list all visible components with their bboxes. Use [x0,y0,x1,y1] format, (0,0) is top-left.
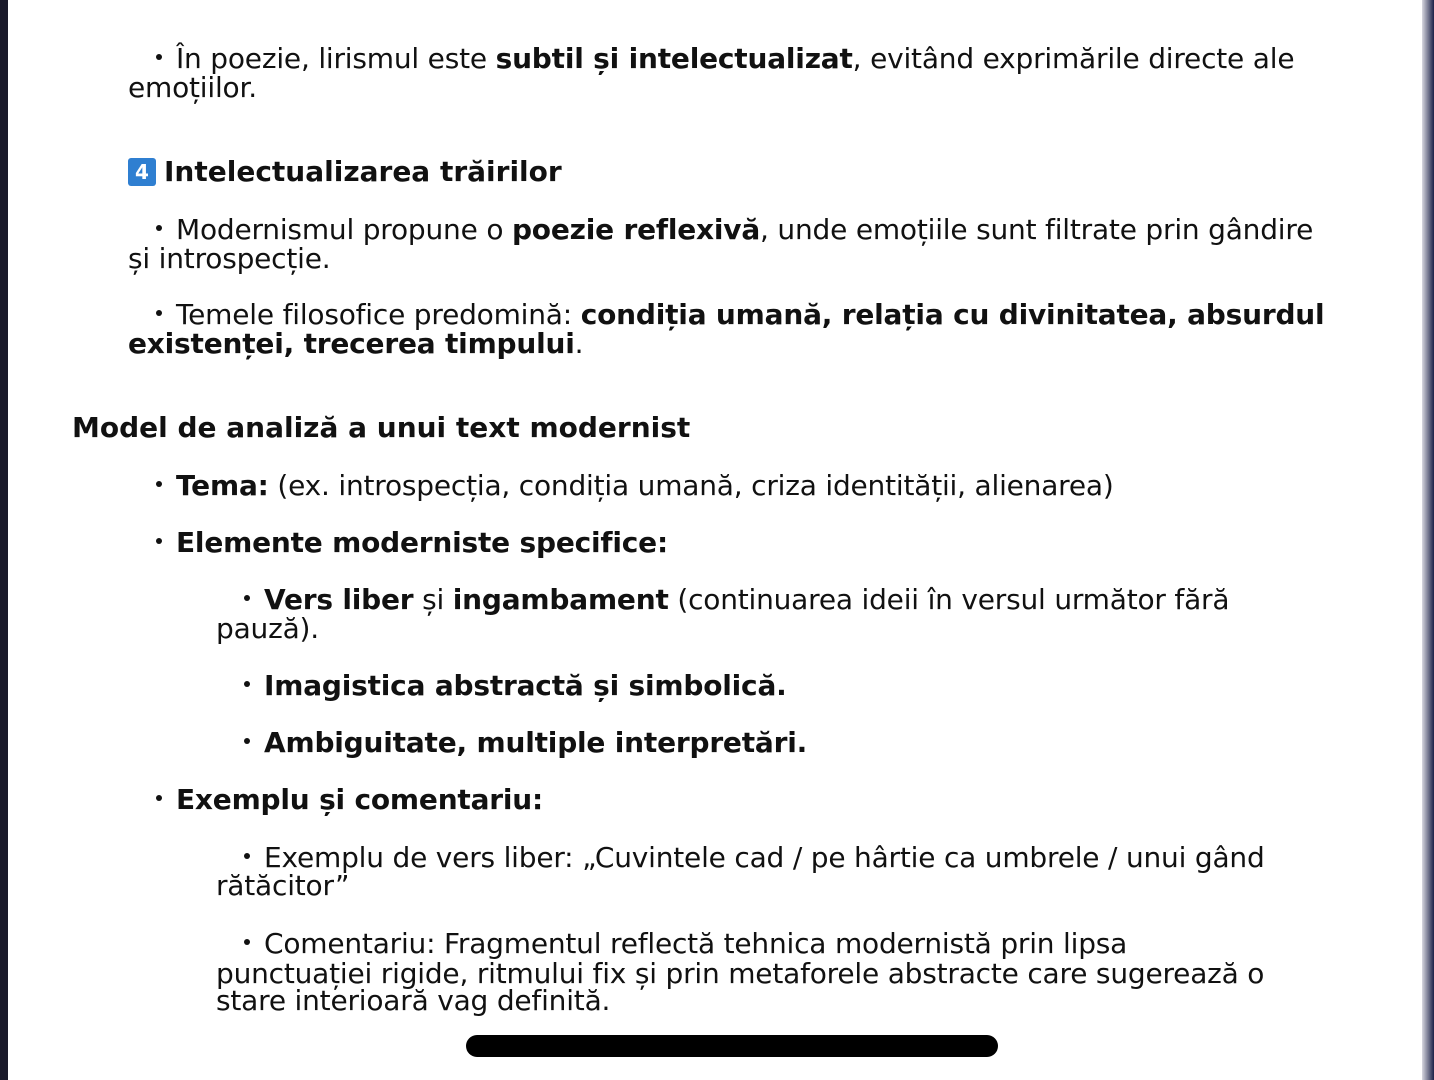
bold-text: ingambament [452,583,669,616]
text: și introspecție. [128,242,331,275]
bullet-teme [156,298,1325,331]
bullet-dot [244,939,250,945]
bullet-modernism-line2 [128,242,331,275]
bold-text: Imagistica abstractă și simbolică. [264,669,787,702]
left-dark-edge [0,0,8,1080]
text: emoțiilor. [128,71,257,104]
bullet-vers-liber-line2 [216,612,319,645]
number-4-icon: 4 [128,158,156,186]
text: , evitând exprimările directe ale [852,42,1295,75]
bullet-dot [156,481,162,487]
bullet-dot [156,310,162,316]
bold-text: Tema: [176,469,269,502]
bullet-ambiguitate [244,726,808,759]
bullet-dot [156,538,162,544]
bullet-lirism [156,42,1295,75]
bold-text: existenței, trecerea timpului [128,327,575,360]
bullet-dot [156,795,162,801]
right-dark-edge [1422,0,1434,1080]
section-title: Intelectualizarea trăirilor [164,155,562,188]
bullet-comentariu [244,927,1128,960]
bullet-tema [156,469,1114,502]
text: . [574,327,584,360]
text: Temele filosofice predomină: [176,298,581,331]
bold-text: Exemplu și comentariu: [176,783,544,816]
text: (ex. introspecția, condiția umană, criza identității, alienarea) [268,469,1114,502]
bullet-exemplu [244,841,1265,874]
bullet-exemplu-line2 [216,869,350,902]
bold-text: Ambiguitate, multiple interpretări. [264,726,808,759]
text: Modernismul propune o [176,213,512,246]
bullet-dot [244,595,250,601]
bullet-teme-line2 [128,327,584,360]
bold-text: poezie reflexivă [511,213,761,246]
text: Comentariu: Fragmentul reflectă tehnica modernistă prin lipsa [264,927,1128,960]
bold-text: Vers liber [264,583,414,616]
bullet-exemplu-comentariu [156,783,544,816]
bullet-imagistica [244,669,787,702]
text: rătăcitor” [216,869,350,902]
section-heading-4 [128,156,562,188]
model-heading: Model de analiză a unui text modernist [72,411,691,444]
text: În poezie, lirismul este [176,42,496,75]
bullet-vers-liber [244,583,1230,616]
bold-text: subtil și intelectualizat [495,42,853,75]
bullet-elemente [156,526,668,559]
bullet-modernism [156,213,1314,246]
text: și [413,583,453,616]
bullet-dot [244,681,250,687]
text: punctuației rigide, ritmului fix și prin metaforele abstracte care sugerează o [216,957,1265,990]
document-page [8,0,1422,1080]
bullet-comentariu-line3 [216,984,611,1017]
text: Exemplu de vers liber: „Cuvintele cad / pe hârtie ca umbrele / unui gând [264,841,1265,874]
bold-text: condiția umană, relația cu divinitatea, absurdul [580,298,1325,331]
text: (continuarea ideii în versul următor fără [668,583,1230,616]
text: , unde emoțiile sunt filtrate prin gândire [760,213,1314,246]
text: pauză). [216,612,319,645]
bold-text: Elemente moderniste specifice: [176,526,668,559]
bullet-dot [156,54,162,60]
text: stare interioară vag definită. [216,984,611,1017]
bullet-dot [244,853,250,859]
bullet-dot [156,225,162,231]
bullet-lirism-line2 [128,71,257,104]
home-indicator-bar[interactable] [466,1035,998,1057]
bullet-dot [244,738,250,744]
